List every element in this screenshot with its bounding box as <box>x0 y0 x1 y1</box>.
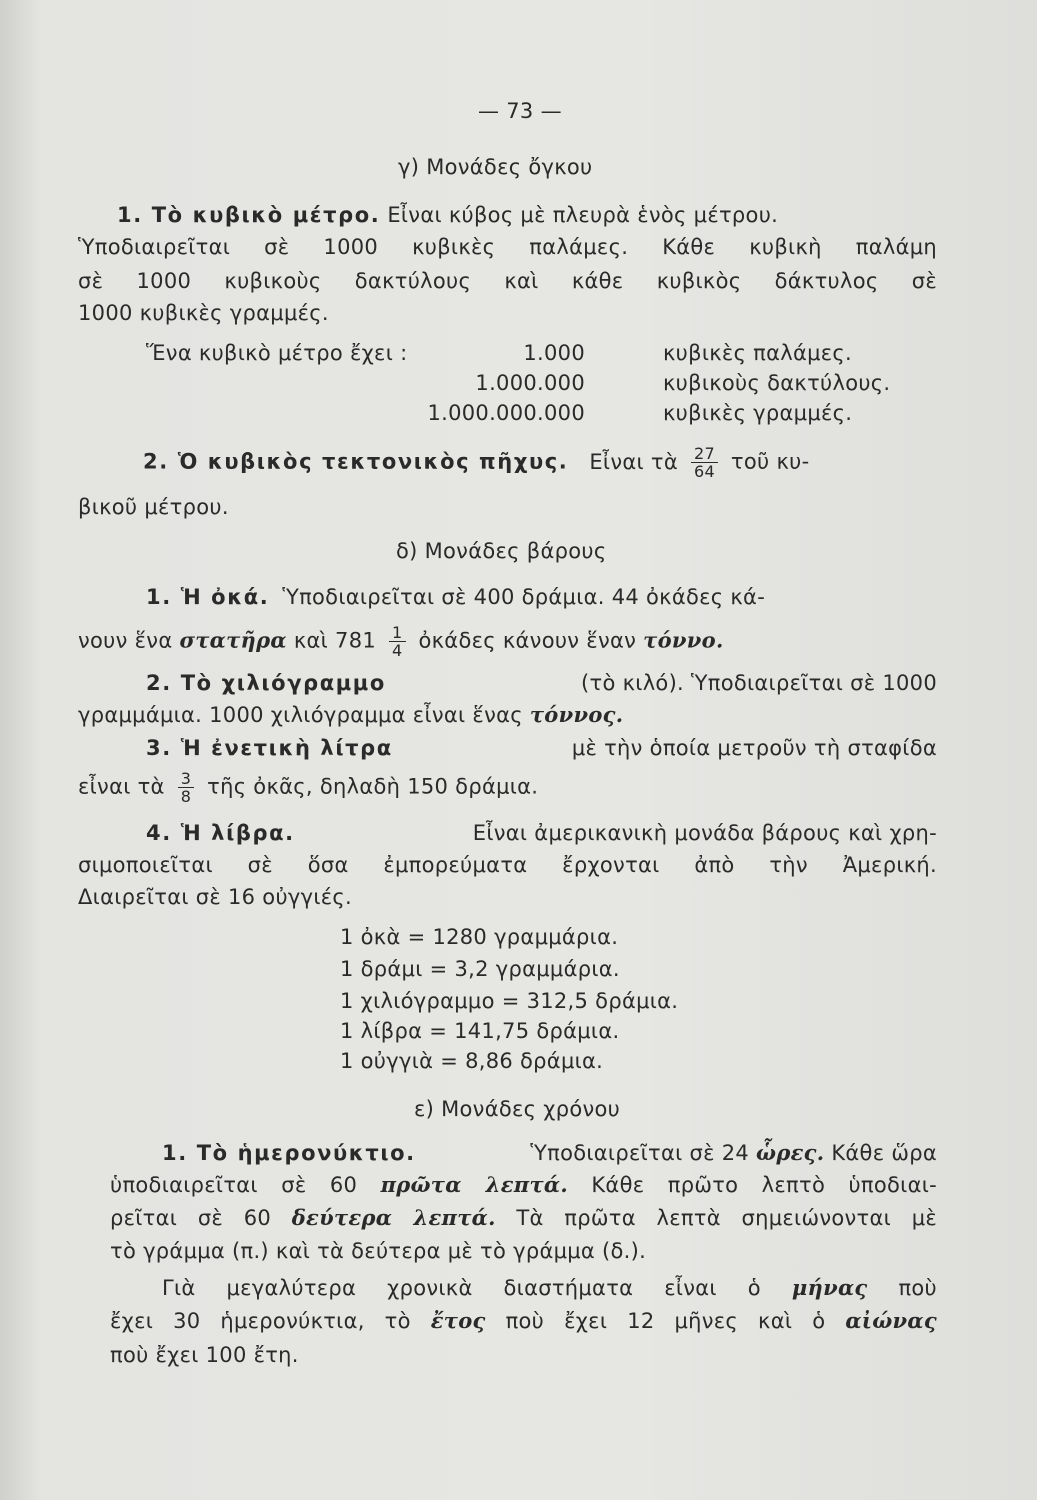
fraction-27-64: $\frac{27}{64}$ <box>691 445 718 480</box>
equivalence-line: 1 οὐγγιὰ = 8,86 δράμια. <box>340 1049 604 1073</box>
paragraph-line: σὲ 1000 κυβικοὺς δακτύλους καὶ κάθε κυβικὸς δάκτυλος σὲ <box>78 269 937 293</box>
page-number: — 73 — <box>478 99 562 123</box>
equivalence-line: 1 ὀκὰ = 1280 γραμμάρια. <box>340 925 619 949</box>
term-kilogram: 2. Τὸ χιλιόγραμμο <box>146 671 386 695</box>
table-num: 1.000 <box>523 341 585 365</box>
paragraph-line: Διαιρεῖται σὲ 16 οὐγγιές. <box>78 885 353 909</box>
term-oka: 1. Ἡ ὀκά. <box>146 585 270 609</box>
table-num: 1.000.000.000 <box>427 401 585 425</box>
paragraph-line: Ὑποδιαιρεῖται σὲ 1000 κυβικὲς παλάμες. Κάθε κυβικὴ παλάμη <box>78 235 937 259</box>
paragraph-line: 1000 κυβικὲς γραμμές. <box>78 301 329 325</box>
paragraph-line: ἔχει 30 ἡμερονύκτια, τὸ ἔτος ποὺ ἔχει 12 μῆνες καὶ ὁ αἰώνας <box>110 1308 937 1333</box>
paragraph-line: βικοῦ μέτρου. <box>78 495 229 519</box>
paragraph-line: ποὺ ἔχει 100 ἔτη. <box>110 1343 299 1367</box>
term-cubic-cubit: 2. Ὁ κυβικὸς τεκτονικὸς πῆχυς. <box>143 449 569 474</box>
paragraph-venetian-litra: 3. Ἡ ἐνετικὴ λίτρα μὲ τὴν ὁποία μετροῦν τὴ σταφίδα <box>146 736 937 760</box>
paragraph-line: εἶναι τὰ $\frac{3}{8}$ τῆς ὀκᾶς, δηλαδὴ 150 δράμια. <box>78 769 539 806</box>
fraction-1-4: $\frac{1}{4}$ <box>389 624 405 659</box>
equivalence-line: 1 δράμι = 3,2 γραμμάρια. <box>340 957 620 981</box>
paragraph-kilogram: 2. Τὸ χιλιόγραμμο (τὸ κιλό). Ὑποδιαιρεῖται σὲ 1000 <box>146 671 937 695</box>
table-unit: κυβικὲς παλάμες. <box>663 341 853 365</box>
table-unit: κυβικοὺς δακτύλους. <box>663 371 891 395</box>
term-cubic-meter: 1. Τὸ κυβικὸ μέτρο. <box>117 203 381 227</box>
paragraph-line: τὸ γράμμα (π.) καὶ τὰ δεύτερα μὲ τὸ γράμμα (δ.). <box>110 1239 647 1263</box>
table-num: 1.000.000 <box>475 371 585 395</box>
equivalence-line: 1 λίβρα = 141,75 δράμια. <box>340 1019 620 1043</box>
paragraph-line: ὑποδιαιρεῖται σὲ 60 πρῶτα λεπτά. Κάθε πρῶτο λεπτὸ ὑποδιαι- <box>110 1172 937 1197</box>
term-pound: 4. Ἡ λίβρα. <box>146 821 295 845</box>
term-venetian-litra: 3. Ἡ ἐνετικὴ λίτρα <box>146 736 393 760</box>
table-intro: Ἕνα κυβικὸ μέτρο ἔχει : <box>146 341 408 365</box>
paragraph-cubic-cubit: 2. Ὁ κυβικὸς τεκτονικὸς πῆχυς. Εἶναι τὰ $\frac{27}{64}$ τοῦ κυ- <box>143 444 810 481</box>
paragraph-day: 1. Τὸ ἡμερονύκτιο. Ὑποδιαιρεῖται σὲ 24 ὧρες. Κάθε ὥρα <box>162 1140 937 1165</box>
paragraph-cubic-meter-line1: 1. Τὸ κυβικὸ μέτρο. Εἶναι κύβος μὲ πλευρὰ ἑνὸς μέτρου. <box>117 203 779 227</box>
paragraph-line: ρεῖται σὲ 60 δεύτερα λεπτά. Τὰ πρῶτα λεπτὰ σημειώνονται μὲ <box>110 1205 938 1230</box>
paragraph-line: νουν ἕνα στατῆρα καὶ 781 $\frac{1}{4}$ ὀκάδες κάνουν ἕναν τόννο. <box>78 623 724 660</box>
heading-time: ε) Μονάδες χρόνου <box>414 1097 621 1121</box>
equivalence-line: 1 χιλιόγραμμο = 312,5 δράμια. <box>340 989 679 1013</box>
paragraph-line: σιμοποιεῖται σὲ ὅσα ἐμπορεύματα ἔρχονται ἀπὸ τὴν Ἀμερική. <box>78 853 937 877</box>
table-unit: κυβικὲς γραμμές. <box>663 401 853 425</box>
term-day: 1. Τὸ ἡμερονύκτιο. <box>162 1141 416 1165</box>
paragraph-oka: 1. Ἡ ὀκά. Ὑποδιαιρεῖται σὲ 400 δράμια. 44 ὀκάδες κά- <box>146 585 766 609</box>
fraction-3-8: $\frac{3}{8}$ <box>178 770 194 805</box>
heading-volume: γ) Μονάδες ὄγκου <box>398 155 593 179</box>
paragraph-line: γραμμάμια. 1000 χιλιόγραμμα εἶναι ἕνας τόννος. <box>78 702 624 727</box>
paragraph-line: Γιὰ μεγαλύτερα χρονικὰ διαστήματα εἶναι ὁ μήνας ποὺ <box>162 1275 937 1300</box>
heading-weight: δ) Μονάδες βάρους <box>396 539 607 563</box>
paragraph-pound: 4. Ἡ λίβρα. Εἶναι ἀμερικανικὴ μονάδα βάρους καὶ χρη- <box>146 821 937 845</box>
